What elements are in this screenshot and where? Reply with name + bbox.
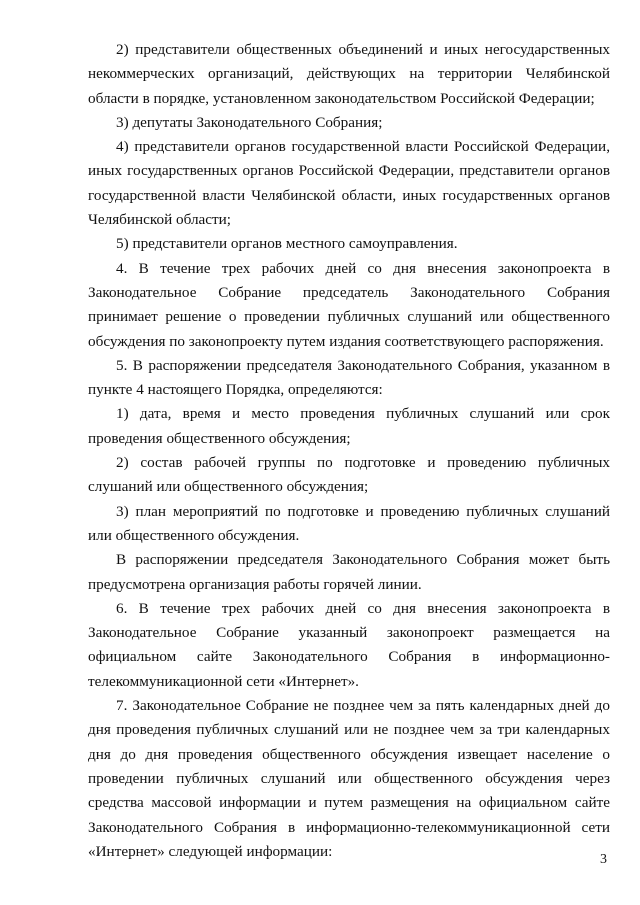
paragraph-section-6: 6. В течение трех рабочих дней со дня внесения законопроекта в Законодательное Собрание указанный законопроект размещается на официальном сайте Законодательного Собрания в информационно-телекоммуникационной сети «Интернет». <box>88 599 610 690</box>
paragraph-section-7: 7. Законодательное Собрание не позднее чем за пять календарных дней до дня проведения публичных слушаний или не позднее чем за три календарных дня до дня проведения общественного обсуждения извещает население о проведении публичных слушаний или общественного обсуждения через средства массовой информации и путем размещения на официальном сайте Законодательного Собрания в информационно-телекоммуникационной сети «Интернет» следующей информации: <box>88 697 610 860</box>
page-number: 3 <box>600 852 607 867</box>
paragraph-item-4: 4) представители органов государственной власти Российской Федерации, иных государственных органов Российской Федерации, представители органов государственной власти Челябинской области, иных государственных органов Челябинской области; <box>88 138 610 229</box>
paragraph-subitem-1: 1) дата, время и место проведения публичных слушаний или срок проведения общественного обсуждения; <box>88 405 610 447</box>
document-body <box>88 38 610 864</box>
paragraph-subitem-3: 3) план мероприятий по подготовке и проведению публичных слушаний или общественного обсуждения. <box>88 502 610 544</box>
paragraph-item-3: 3) депутаты Законодательного Собрания; <box>116 113 383 131</box>
paragraph-section-5: 5. В распоряжении председателя Законодательного Собрания, указанном в пункте 4 настоящего Порядка, определяются: <box>88 356 610 399</box>
paragraph-subitem-2: 2) состав рабочей группы по подготовке и проведению публичных слушаний или общественного обсуждения; <box>88 454 610 496</box>
paragraph-item-5: 5) представители органов местного самоуправления. <box>116 235 458 253</box>
paragraph-section-4: 4. В течение трех рабочих дней со дня внесения законопроекта в Законодательное Собрание председатель Законодательного Собрания принимает решение о проведении публичных слушаний или общественного обсуждения по законопроекту путем издания соответствующего распоряжения. <box>88 259 610 350</box>
paragraph-item-2: 2) представители общественных объединений и иных негосударственных некоммерческих организаций, действующих на территории Челябинской области в порядке, установленном законодательством Российской Федерации; <box>88 41 610 107</box>
paragraph-hotline: В распоряжении председателя Законодательного Собрания может быть предусмотрена организация работы горячей линии. <box>88 551 610 593</box>
